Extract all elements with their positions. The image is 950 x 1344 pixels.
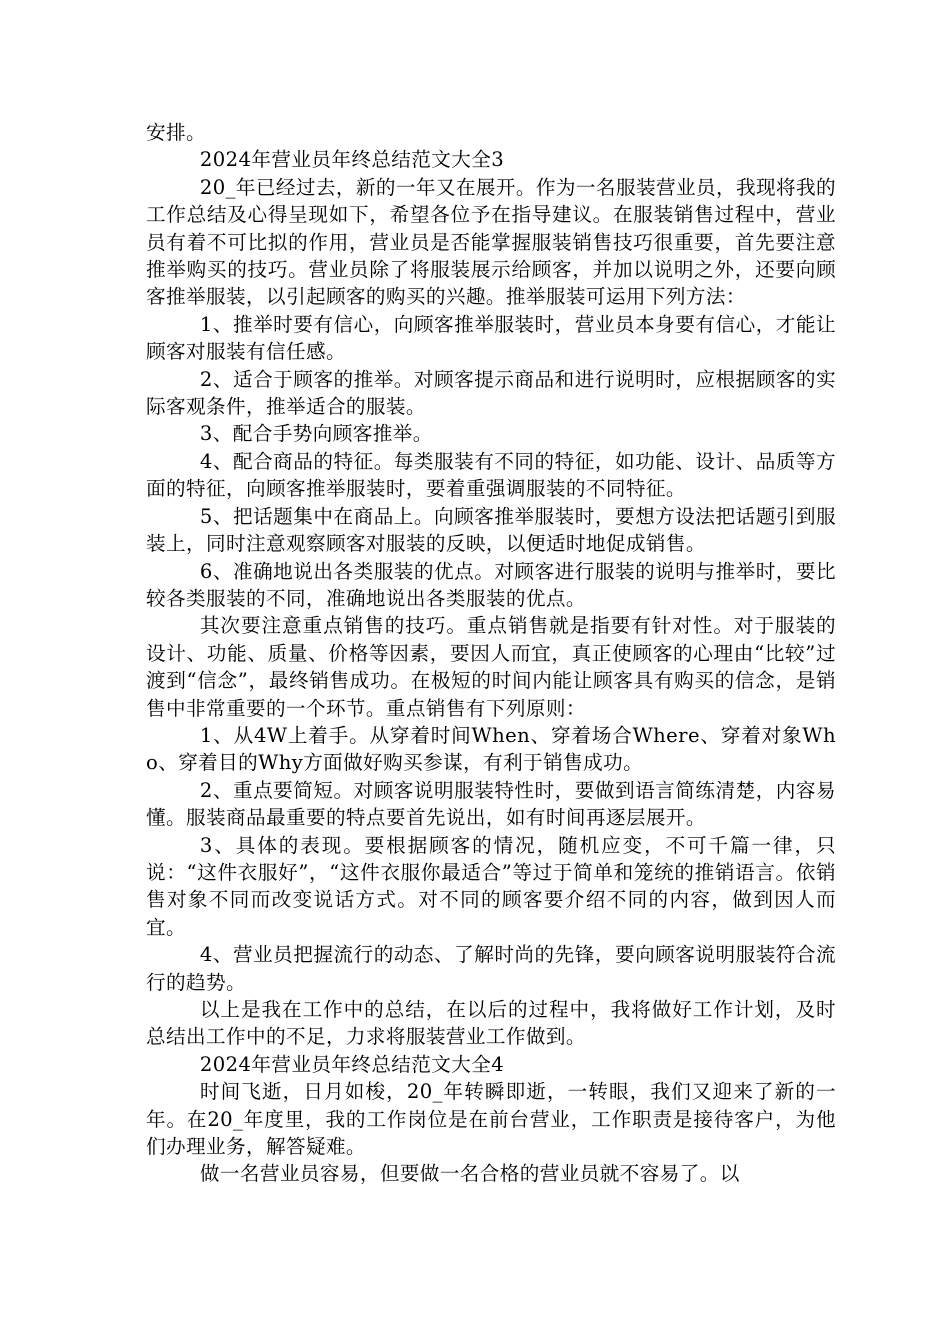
list-item: 2、适合于顾客的推举。对顾客提示商品和进行说明时，应根据顾客的实际客观条件，推举适合的服装。 — [146, 367, 836, 419]
document-body — [146, 119, 836, 1188]
list-item: 4、配合商品的特征。每类服装有不同的特征，如功能、设计、品质等方面的特征，向顾客推举服装时，要着重强调服装的不同特征。 — [146, 449, 836, 501]
paragraph-continuation: 安排。 — [146, 121, 206, 144]
paragraph: 其次要注意重点销售的技巧。重点销售就是指要有针对性。对于服装的设计、功能、质量、价格等因素，要因人而宜，真正使顾客的心理由“比较”过渡到“信念”，最终销售成功。在极短的时间内能让顾客具有购买的信念，是销售中非常重要的一个环节。重点销售有下列原则： — [146, 614, 836, 720]
list-item: 3、配合手势向顾客推举。 — [199, 422, 433, 446]
list-item: 3、具体的表现。要根据顾客的情况，随机应变，不可千篇一律，只说：“这件衣服好”，“这件衣服你最适合”等过于简单和笼统的推销语言。依销售对象不同而改变说话方式。对不同的顾客要介绍不同的内容，做到因人而宜。 — [146, 833, 836, 939]
paragraph: 时间飞逝，日月如梭，20_年转瞬即逝，一转眼，我们又迎来了新的一年。在20_年度里，我的工作岗位是在前台营业，工作职责是接待客户，为他们办理业务，解答疑难。 — [146, 1080, 836, 1159]
paragraph: 做一名营业员容易，但要做一名合格的营业员就不容易了。以 — [199, 1162, 740, 1186]
list-item: 4、营业员把握流行的动态、了解时尚的先锋，要向顾客说明服装符合流行的趋势。 — [146, 943, 836, 994]
section-heading-3: 2024年营业员年终总结范文大全3 — [199, 148, 505, 172]
list-item: 1、推举时要有信心，向顾客推举服装时，营业员本身要有信心，才能让顾客对服装有信任感。 — [146, 312, 836, 364]
section-heading-4: 2024年营业员年终总结范文大全4 — [199, 1052, 505, 1076]
list-item: 1、从4W上着手。从穿着时间When、穿着场合Where、穿着对象Who、穿着目的Why方面做好购买参谋，有利于销售成功。 — [146, 723, 836, 775]
list-item: 5、把话题集中在商品上。向顾客推举服装时，要想方设法把话题引到服装上，同时注意观察顾客对服装的反映，以便适时地促成销售。 — [146, 504, 836, 556]
paragraph: 以上是我在工作中的总结，在以后的过程中，我将做好工作计划，及时总结出工作中的不足，力求将服装营业工作做到。 — [146, 998, 836, 1049]
list-item: 6、准确地说出各类服装的优点。对顾客进行服装的说明与推举时，要比较各类服装的不同，准确地说出各类服装的优点。 — [146, 559, 836, 610]
list-item: 2、重点要简短。对顾客说明服装特性时，要做到语言简练清楚，内容易懂。服装商品最重要的特点要首先说出，如有时间再逐层展开。 — [146, 778, 836, 830]
paragraph: 20_年已经过去，新的一年又在展开。作为一名服装营业员，我现将我的工作总结及心得呈现如下，希望各位予在指导建议。在服装销售过程中，营业员有着不可比拟的作用，营业员是否能掌握服装销售技巧很重要，首先要注意推举购买的技巧。营业员除了将服装展示给顾客，并加以说明之外，还要向顾客推举服装，以引起顾客的购买的兴趣。推举服装可运用下列方法： — [146, 175, 836, 309]
